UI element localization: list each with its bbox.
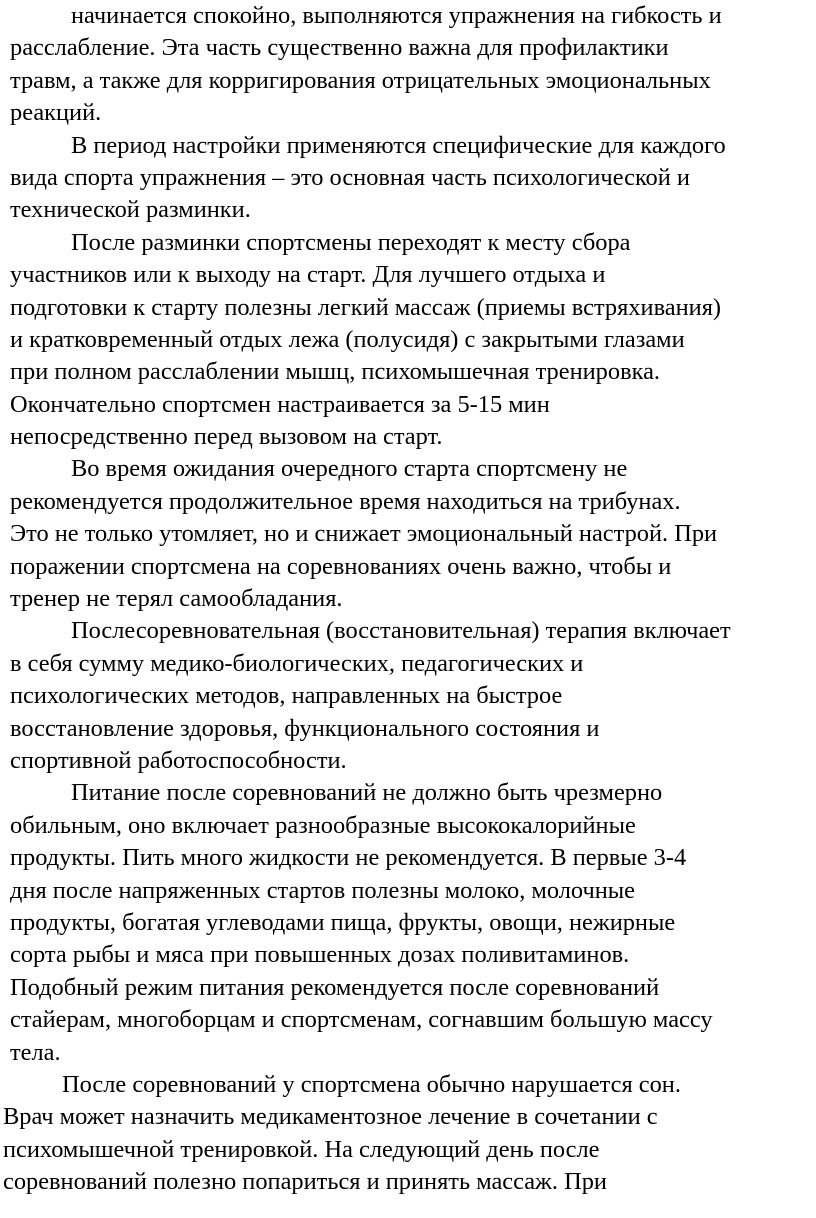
paragraph xyxy=(10,453,816,615)
text-line: непосредственно перед вызовом на старт. xyxy=(10,423,443,451)
text-line: в себя сумму медико-биологических, педагогических и xyxy=(10,649,584,677)
paragraph xyxy=(10,130,816,227)
text-line: Подобный режим питания рекомендуется после соревнований xyxy=(10,973,660,1001)
text-line: тренер не терял самообладания. xyxy=(10,585,343,613)
text-line: реакций. xyxy=(10,99,102,127)
text-line: Питание после соревнований не должно быть чрезмерно xyxy=(71,779,663,807)
text-line: вида спорта упражнения – это основная часть психологической и xyxy=(10,163,690,191)
text-line: дня после напряженных стартов полезны молоко, молочные xyxy=(10,876,635,904)
text-line: После разминки спортсмены переходят к месту сбора xyxy=(71,228,631,256)
text-line: сорта рыбы и мяса при повышенных дозах поливитаминов. xyxy=(10,941,630,969)
text-line: и кратковременный отдых лежа (полусидя) с закрытыми глазами xyxy=(10,325,685,353)
paragraph xyxy=(10,0,816,130)
text-line: технической разминки. xyxy=(10,196,251,224)
paragraph xyxy=(3,1069,816,1199)
text-line: спортивной работоспособности. xyxy=(10,746,347,774)
text-line: продукты. Пить много жидкости не рекомендуется. В первые 3-4 xyxy=(10,844,687,872)
text-line: Послесоревновательная (восстановительная) терапия включает xyxy=(71,617,731,645)
text-line: Во время ожидания очередного старта спортсмену не xyxy=(71,455,628,483)
text-line: подготовки к старту полезны легкий массаж (приемы встряхивания) xyxy=(10,293,722,321)
text-line: психологических методов, направленных на быстрое xyxy=(10,682,563,710)
text-line: психомышечной тренировкой. На следующий день после xyxy=(3,1135,600,1163)
text-line: восстановление здоровья, функционального состояния и xyxy=(10,714,600,742)
paragraph xyxy=(10,777,816,1069)
text-line: расслабление. Эта часть существенно важна для профилактики xyxy=(10,34,669,62)
text-line: стайерам, многоборцам и спортсменам, согнавшим большую массу xyxy=(10,1006,713,1034)
text-line: при полном расслаблении мышц, психомышечная тренировка. xyxy=(10,358,660,386)
paragraph xyxy=(10,227,816,454)
text-line: участников или к выходу на старт. Для лучшего отдыха и xyxy=(10,261,606,289)
text-line: начинается спокойно, выполняются упражнения на гибкость и xyxy=(71,2,722,29)
text-line: Окончательно спортсмен настраивается за 5-15 мин xyxy=(10,390,550,418)
text-line: тела. xyxy=(10,1038,61,1066)
text-line: рекомендуется продолжительное время находиться на трибунах. xyxy=(10,487,681,515)
text-line: травм, а также для корригирования отрицательных эмоциональных xyxy=(10,66,711,94)
text-line: соревнований полезно попариться и принять массаж. При xyxy=(3,1168,607,1196)
text-line: обильным, оно включает разнообразные высококалорийные xyxy=(10,811,636,839)
text-line: поражении спортсмена на соревнованиях очень важно, чтобы и xyxy=(10,552,672,580)
text-line: В период настройки применяются специфические для каждого xyxy=(71,131,726,159)
text-line: Врач может назначить медикаментозное лечение в сочетании с xyxy=(3,1103,658,1131)
text-line: Это не только утомляет, но и снижает эмоциональный настрой. При xyxy=(10,520,718,548)
paragraph xyxy=(10,615,816,777)
text-line: продукты, богатая углеводами пища, фрукты, овощи, нежирные xyxy=(10,908,676,936)
text-line: После соревнований у спортсмена обычно нарушается сон. xyxy=(62,1070,681,1098)
